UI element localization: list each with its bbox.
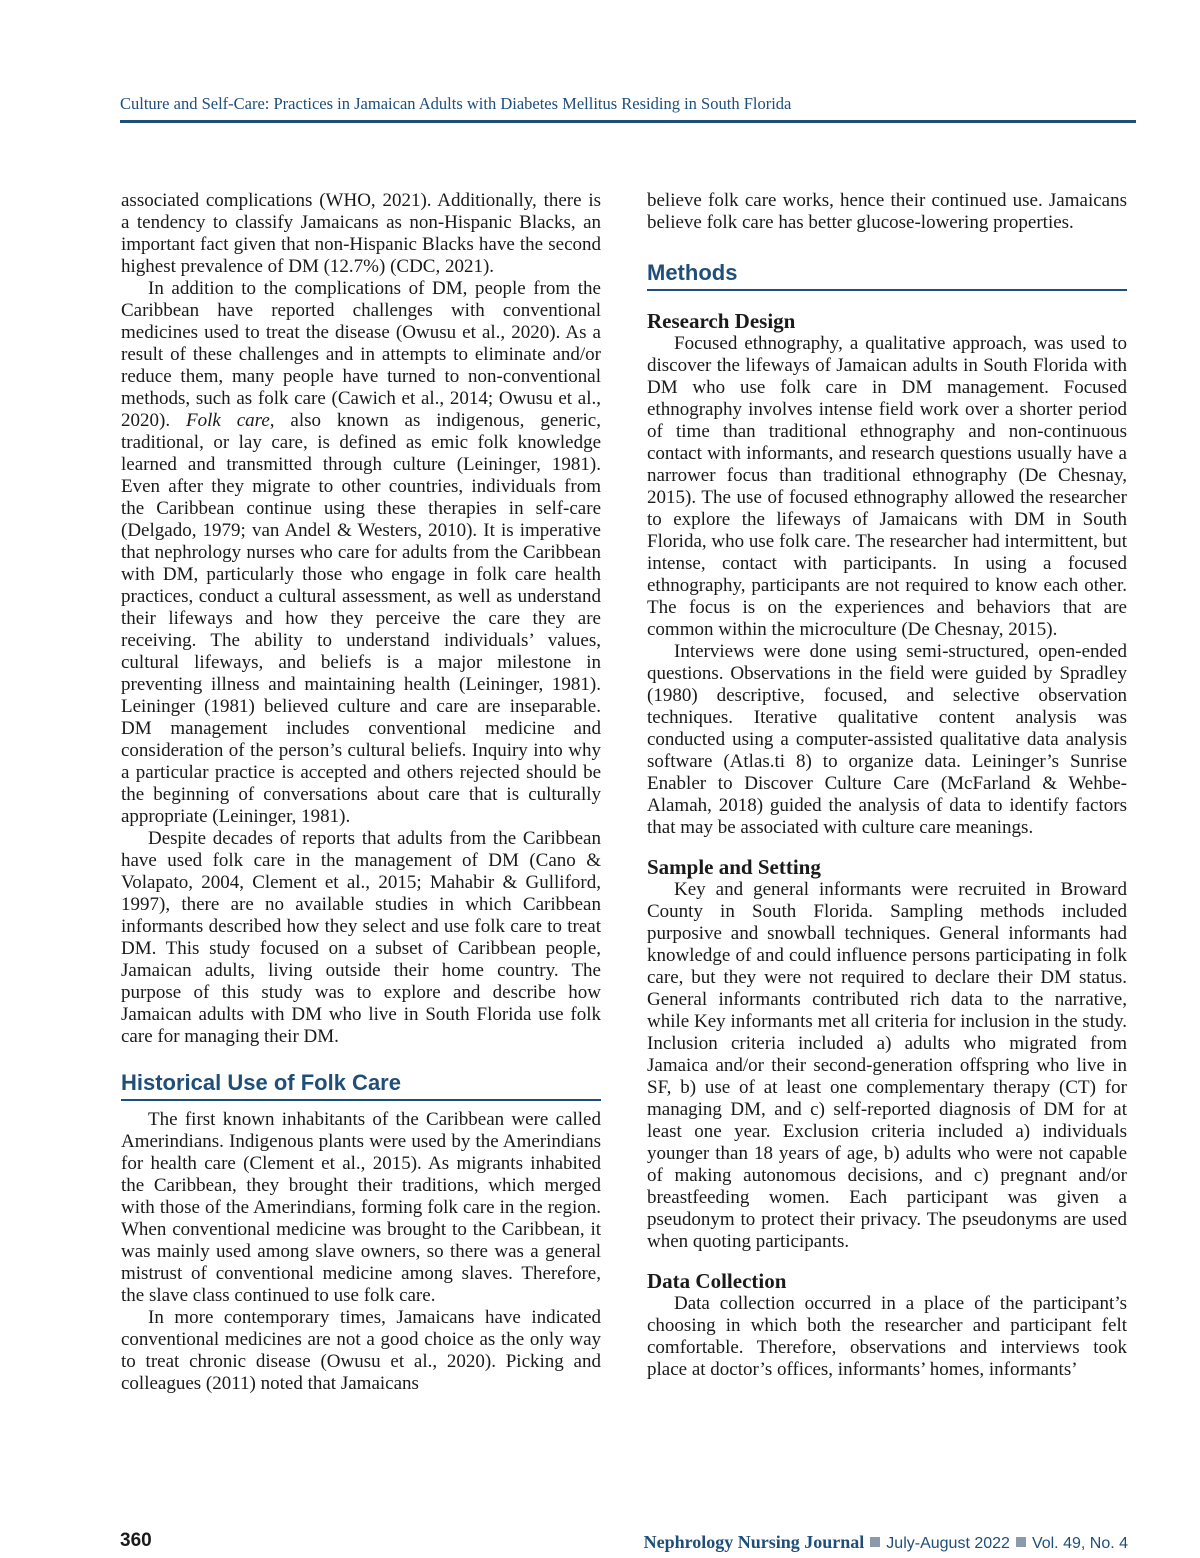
right-paragraph-4: Key and general informants were recruited in Broward County in South Florida. Sampling methods included purposive and snowball techniques. General informants had knowledge of and could influence persons participating in folk care, but they were not required to declare their DM status. General informants contributed rich data to the narrative, while Key informants met all criteria for inclusion in the study. Inclusion criteria included a) adults who migrated from Jamaica and/or their second-generation offspring who live in SF, b) use of at least one complementary therapy (CT) for managing DM, and c) self-reported diagnosis of DM for at least one year. Exclusion criteria included a) individuals younger than 18 years of age, b) adults who were not capable of making autonomous decisions, and c) pregnant and/or breastfeeding women. Each participant was given a pseudonym to protect their privacy. The pseudonyms are used when quoting participants. bbox=[647, 879, 1127, 1252]
right-paragraph-5: Data collection occurred in a place of the participant’s choosing in which both the researcher and participant felt comfortable. Therefore, observations and interviews took place at doctor’s offices, informants’ homes, informants’ bbox=[647, 1293, 1127, 1380]
left-column bbox=[121, 190, 601, 1395]
square-separator-icon bbox=[870, 1537, 880, 1547]
issue-date: July-August 2022 bbox=[886, 1535, 1010, 1552]
left-paragraph-2-part-b: , also known as indigenous, generic, traditional, or lay care, is defined as emic folk knowledge learned and transmitted through culture (Leininger, 1981). Even after they migrate to other countries, individuals from the Caribbean continue using these therapies in self-care (Delgado, 1979; van Andel & Westers, 2010). It is imperative that nephrology nurses who care for adults from the Caribbean with DM, particularly those who engage in folk care health practices, conduct a cultural assessment, as well as understand their lifeways and how they perceive the care they are receiving. The ability to understand individuals’ values, cultural lifeways, and beliefs is a major milestone in preventing illness and maintaining health (Leininger, 1981). Leininger (1981) believed culture and care are inseparable. DM management includes conventional medicine and consideration of the person’s cultural beliefs. Inquiry into why a particular practice is accepted and others rejected should be the beginning of conversations about care that is culturally appropriate (Leininger, 1981). bbox=[121, 410, 601, 827]
footer-citation bbox=[644, 1532, 1128, 1553]
left-paragraph-2 bbox=[121, 278, 601, 828]
left-paragraph-5: In more contemporary times, Jamaicans have indicated conventional medicines are not a good choice as the only way to treat chronic disease (Owusu et al., 2020). Picking and colleagues (2011) noted that Jamaicans bbox=[121, 1307, 601, 1394]
section-heading-methods: Methods bbox=[647, 260, 1127, 291]
subheading-sample-setting: Sample and Setting bbox=[647, 855, 821, 879]
left-paragraph-3: Despite decades of reports that adults from the Caribbean have used folk care in the management of DM (Cano & Volapato, 2004, Clement et al., 2015; Mahabir & Gulliford, 1997), there are no available studies in which Caribbean informants described how they select and use folk care to treat DM. This study focused on a subset of Caribbean people, Jamaican adults, living outside their home country. The purpose of this study was to explore and describe how Jamaican adults with DM who live in South Florida use folk care for managing their DM. bbox=[121, 828, 601, 1047]
page-number: 360 bbox=[120, 1530, 152, 1551]
right-paragraph-1: believe folk care works, hence their continued use. Jamaicans believe folk care has better glucose-lowering properties. bbox=[647, 190, 1127, 233]
left-paragraph-1: associated complications (WHO, 2021). Additionally, there is a tendency to classify Jamaicans as non-Hispanic Blacks, an important fact given that non-Hispanic Blacks have the second highest prevalence of DM (12.7%) (CDC, 2021). bbox=[121, 190, 601, 277]
running-head-title: Culture and Self-Care: Practices in Jamaican Adults with Diabetes Mellitus Residing in South Florida bbox=[120, 94, 792, 113]
right-paragraph-2: Focused ethnography, a qualitative approach, was used to discover the lifeways of Jamaican adults in South Florida with DM who use folk care in DM management. Focused ethnography involves intense field work over a shorter period of time than traditional ethnography and non-continuous contact with informants, and research questions usually have a narrower focus than traditional ethnography (De Chesnay, 2015). The use of focused ethnography allowed the researcher to explore the lifeways of Jamaicans with DM in South Florida, who use folk care. The researcher had intermittent, but intense, contact with participants. In using a focused ethnography, participants are not required to know each other. The focus is on the experiences and behaviors that are common within the microculture (De Chesnay, 2015). bbox=[647, 333, 1127, 640]
volume-number: Vol. 49, No. 4 bbox=[1031, 1535, 1128, 1552]
header-rule bbox=[120, 120, 1136, 123]
square-separator-icon bbox=[1016, 1537, 1026, 1547]
section-heading-historical-use: Historical Use of Folk Care bbox=[121, 1070, 601, 1101]
left-paragraph-2-part-a: In addition to the complications of DM, people from the Caribbean have reported challenges with conventional medicines used to treat the disease (Owusu et al., 2020). As a result of these challenges and in attempts to eliminate and/or reduce them, many people have turned to non-conventional methods, such as folk care (Cawich et al., 2014; Owusu et al., 2020). bbox=[121, 278, 601, 431]
folk-care-term: Folk care bbox=[185, 410, 270, 431]
right-column bbox=[647, 190, 1127, 1381]
right-paragraph-3: Interviews were done using semi-structured, open-ended questions. Observations in the field were guided by Spradley (1980) descriptive, focused, and selective observation techniques. Iterative qualitative content analysis was conducted using a computer-assisted qualitative data analysis software (Atlas.ti 8) to organize data. Leininger’s Sunrise Enabler to Discover Culture Care (McFarland & Wehbe-Alamah, 2018) guided the analysis of data to identify factors that may be associated with culture care meanings. bbox=[647, 641, 1127, 838]
left-paragraph-4: The first known inhabitants of the Caribbean were called Amerindians. Indigenous plants were used by the Amerindians for health care (Clement et al., 2015). As migrants inhabited the Caribbean, they brought their traditions, which merged with those of the Amerindians, forming folk care in the region. When conventional medicine was brought to the Caribbean, it was mainly used among slave owners, so there was a general mistrust of conventional medicine among slaves. Therefore, the slave class continued to use folk care. bbox=[121, 1109, 601, 1306]
journal-name: Nephrology Nursing Journal bbox=[643, 1532, 865, 1552]
subheading-data-collection: Data Collection bbox=[647, 1269, 787, 1293]
subheading-research-design: Research Design bbox=[647, 309, 796, 333]
